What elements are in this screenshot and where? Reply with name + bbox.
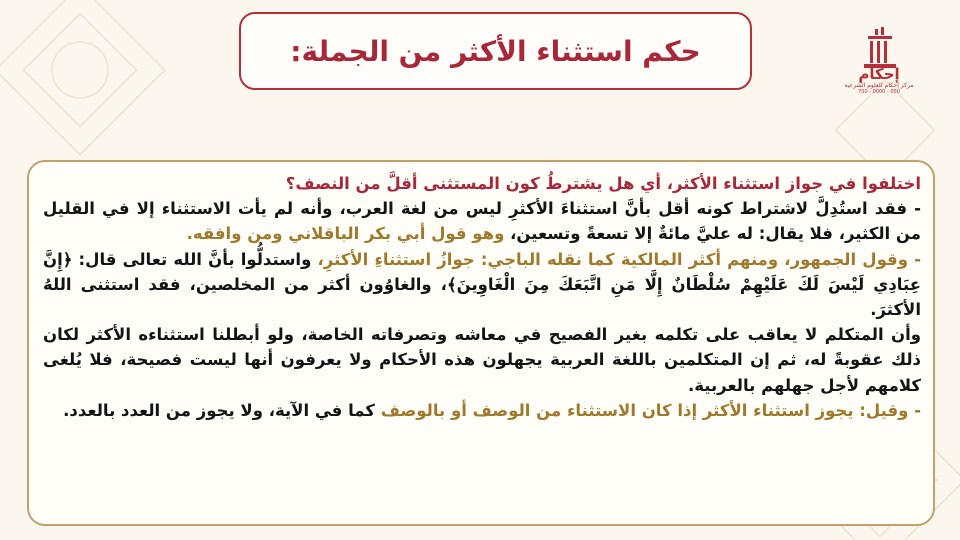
content-panel bbox=[27, 160, 935, 526]
paragraph-2 bbox=[43, 247, 921, 323]
paragraph-1-highlight: وهو قول أبي بكر الباقلاني ومن وافقه. bbox=[186, 224, 505, 244]
paragraph-3: وأن المتكلم لا يعاقب على تكلمه بغير الفصيح في معاشه وتصرفاته الخاصة، ولو أبطلنا استثناءه الأكثر لكان ذلك عقوبةً له، ثم إن المتكلمين باللغة العربية يجهلون هذه الأحكام ولا يعرفون أنها ليست فصيحة، فلا يُلغى كلامهم لأجل جهلهم بالعربية. bbox=[43, 325, 921, 395]
logo-number: 700 - 0000 - 000 bbox=[858, 89, 900, 95]
paragraph-2-text: واستدلُّوا بأنَّ الله تعالى قال: ﴿إِنَّ عِبَادِي لَيْسَ لَكَ عَلَيْهِمْ سُلْطَانٌ إِلَّا مَنِ اتَّبَعَكَ مِنَ الْغَاوِينَ﴾، والغاوُون أكثر من المخلصين، فقد استثنى اللهُ الأكثرَ. bbox=[43, 249, 921, 320]
brand-logo bbox=[844, 27, 914, 95]
logo-wordmark: إحكام bbox=[858, 65, 900, 83]
paragraph-4-text: كما في الآية، ولا يجوز من العدد بالعدد. bbox=[63, 400, 381, 420]
paragraph-1-text: - فقد استُدِلَّ لاشتراط كونه أقل بأنَّ استثناءَ الأكثرِ ليس من لغة العرب، وأنه لم يأت الاستثناء إلا في القليل من الكثير، فلا يقال: له عليَّ مائةٌ إلا تسعةً وتسعين، bbox=[43, 199, 921, 244]
paragraph-4-highlight: - وقيل: يجوز استثناء الأكثر إذا كان الاستثناء من الوصف أو بالوصف bbox=[380, 400, 921, 420]
logo-subtitle: مركز إحكام للعلوم الشرعية bbox=[844, 82, 914, 89]
slide-title-box bbox=[239, 12, 752, 90]
question-heading: اختلفوا في جواز استثناء الأكثر، أي هل يشترطُ كون المستثنى أقلَّ من النصف؟ bbox=[285, 174, 921, 193]
paragraph-1 bbox=[43, 196, 921, 246]
paragraph-2-highlight: - وقول الجمهور، ومنهم أكثر المالكية كما نقله الباجي: جوازُ استثناءِ الأكثرِ، bbox=[317, 249, 921, 269]
paragraph-4 bbox=[43, 398, 921, 423]
logo-emblem-icon bbox=[848, 27, 910, 69]
slide-title: حكم استثناء الأكثر من الجملة: bbox=[290, 34, 701, 68]
content-text bbox=[43, 171, 921, 423]
